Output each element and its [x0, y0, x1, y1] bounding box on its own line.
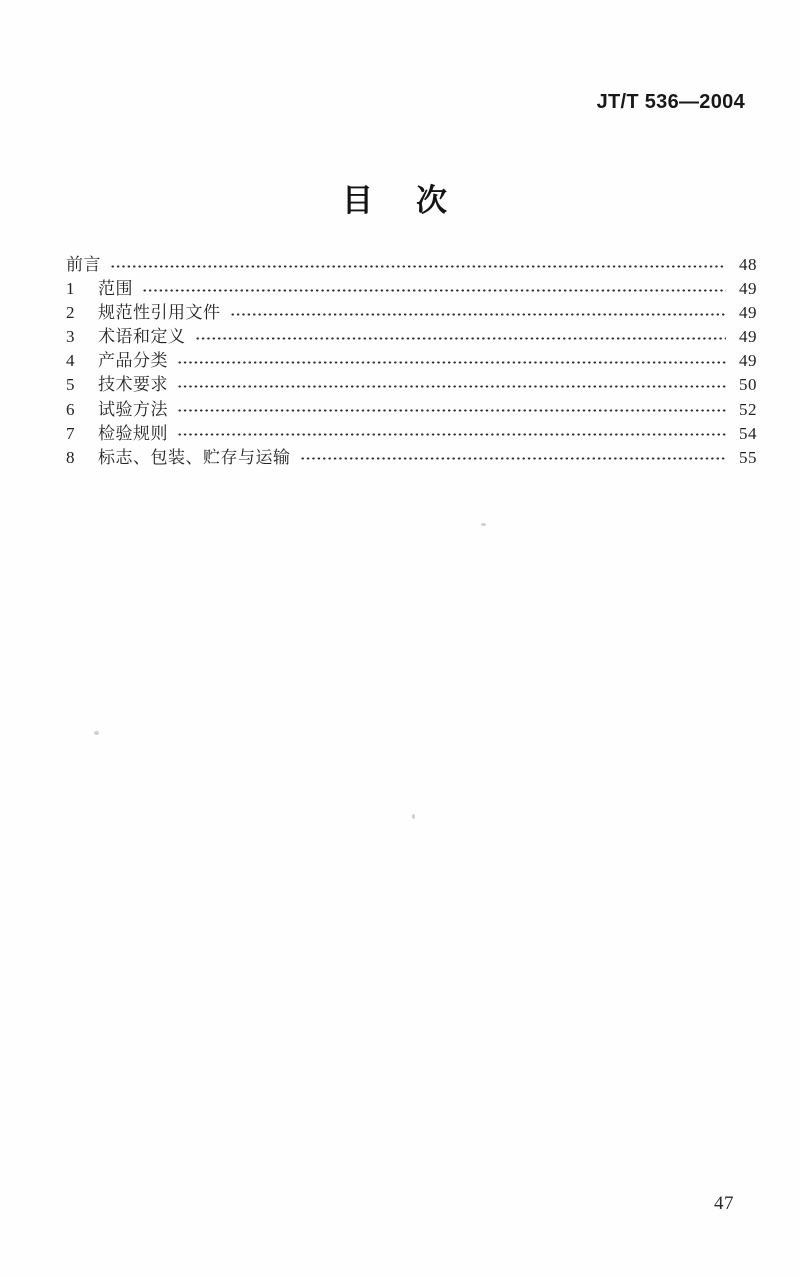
toc-entry	[66, 253, 757, 277]
toc-entry-page: 55	[739, 447, 757, 467]
page-title	[0, 175, 790, 220]
toc-entry-label: 范围	[98, 279, 133, 299]
scan-artifact	[94, 731, 99, 735]
toc-entry-page: 54	[739, 423, 757, 443]
toc-entry-number: 5	[66, 375, 75, 395]
toc-entry	[66, 301, 757, 325]
toc-entry	[66, 422, 757, 446]
dot-leader	[110, 253, 726, 277]
footer-page-number: 47	[714, 1193, 734, 1214]
toc-entry-label: 规范性引用文件	[98, 303, 221, 323]
dot-leader	[177, 422, 726, 446]
toc-entry-page: 49	[739, 327, 757, 347]
toc-entry-label: 试验方法	[98, 399, 168, 419]
toc-entry	[66, 373, 757, 397]
toc-entry-number: 3	[66, 327, 75, 347]
toc-entry	[66, 325, 757, 349]
toc-entry-label: 技术要求	[98, 375, 168, 395]
dot-leader	[177, 349, 726, 373]
toc-entry-number: 8	[66, 447, 75, 467]
toc-entry-page: 48	[739, 255, 757, 274]
toc-entry-number: 4	[66, 351, 75, 371]
toc-entry	[66, 277, 757, 301]
dot-leader	[300, 446, 727, 470]
toc-entry-page: 52	[739, 399, 757, 419]
toc-entry-number: 6	[66, 399, 75, 419]
toc-entry-page: 49	[739, 351, 757, 371]
table-of-contents	[66, 253, 757, 470]
dot-leader	[177, 398, 726, 422]
toc-entry-label: 前言	[66, 255, 101, 274]
scan-artifact	[412, 814, 415, 819]
page-title-char-right: 次	[416, 183, 448, 218]
toc-entry-page: 49	[739, 279, 757, 299]
toc-entry-number: 2	[66, 303, 75, 323]
toc-entry-label: 产品分类	[98, 351, 168, 371]
toc-entry-label: 标志、包装、贮存与运输	[98, 447, 291, 467]
dot-leader	[195, 325, 727, 349]
toc-entry	[66, 446, 757, 470]
scan-artifact	[481, 523, 486, 526]
toc-entry	[66, 398, 757, 422]
toc-entry-number: 7	[66, 423, 75, 443]
toc-entry-page: 49	[739, 303, 757, 323]
toc-entry-label: 检验规则	[98, 423, 168, 443]
toc-entry-label: 术语和定义	[98, 327, 186, 347]
dot-leader	[142, 277, 726, 301]
dot-leader	[177, 373, 726, 397]
toc-entry-number: 1	[66, 279, 75, 299]
page-title-char-left: 目	[342, 183, 374, 218]
toc-entry	[66, 349, 757, 373]
dot-leader	[230, 301, 727, 325]
toc-entry-page: 50	[739, 375, 757, 395]
header-doc-number: JT/T 536—2004	[596, 91, 745, 113]
